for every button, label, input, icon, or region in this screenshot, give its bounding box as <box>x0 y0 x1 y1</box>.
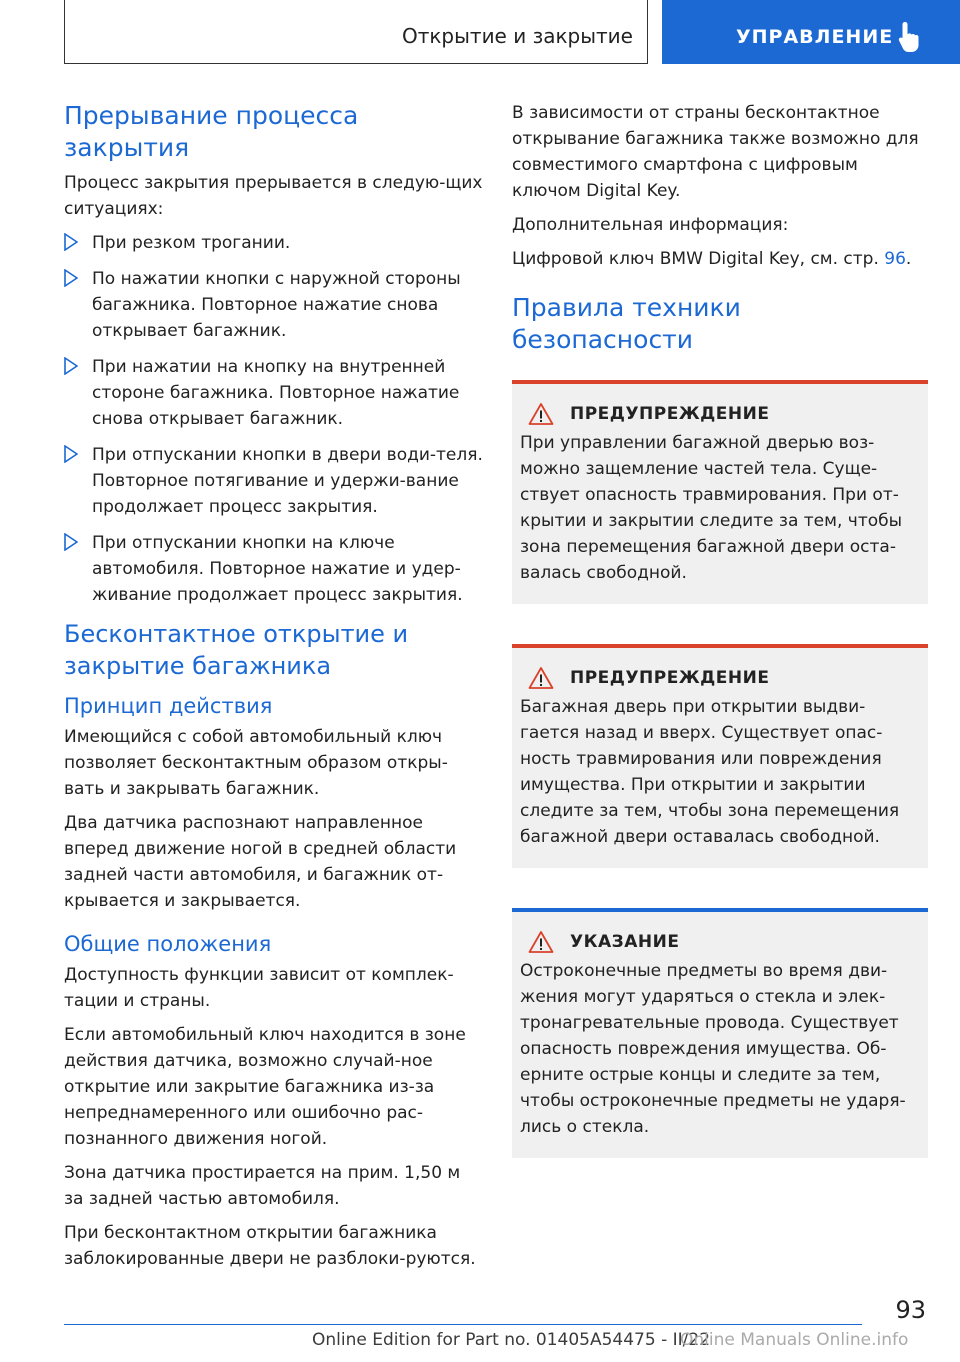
notice-title: УКАЗАНИЕ <box>520 930 918 954</box>
warning-triangle-icon <box>528 666 554 690</box>
triangle-bullet-icon <box>64 445 78 463</box>
footer-divider <box>64 1324 862 1325</box>
cross-reference: Цифровой ключ BMW Digital Key, см. стр. 96. <box>512 249 912 269</box>
footer-watermark: Online Manuals Online.info <box>680 1330 909 1350</box>
footer-edition: Online Edition for Part no. 01405A54475 - II/22 <box>312 1330 711 1350</box>
heading-close-interrupt: Прерывание процесса закрытия <box>64 101 359 162</box>
notice-text: Остроконечные предметы во время дви-жения могут ударяться о стекла и элек-тронагревательные провода. Существует опасность повреждения имущества. Об-ерните острые концы и следите за тем, чтобы остроконечные предметы не ударя-лись о стекла. <box>520 961 906 1137</box>
paragraph: Если автомобильный ключ находится в зоне действия датчика, возможно случай-ное открытие или закрытие багажника из-за непреднамеренного или ошибочно рас-познанного движения ногой. <box>64 1025 466 1149</box>
warning-box <box>512 380 928 604</box>
triangle-bullet-icon <box>64 357 78 375</box>
triangle-bullet-icon <box>64 269 78 287</box>
warning-box <box>512 644 928 868</box>
paragraph: В зависимости от страны бесконтактное открывание багажника также возможно для совместимого смартфона с цифровым ключом Digital Key. <box>512 103 919 201</box>
triangle-bullet-icon <box>64 533 78 551</box>
list-item: При резком трогании. <box>64 230 484 256</box>
heading-general: Общие положения <box>64 932 272 956</box>
notice-box <box>512 908 928 1158</box>
hand-pointer-icon <box>896 20 922 54</box>
right-column <box>512 100 928 1198</box>
left-column <box>64 100 484 1280</box>
chapter-title: УПРАВЛЕНИЕ <box>736 26 894 48</box>
section-title: Открытие и закрытие <box>401 24 633 48</box>
heading-contactless: Бесконтактное открытие и закрытие багажника <box>64 620 409 680</box>
page-number: 93 <box>895 1296 926 1324</box>
notice-triangle-icon <box>528 930 554 954</box>
list-item: При отпускании кнопки в двери води-теля. Повторное потягивание и удержи-вание продолжает процесс закрытия. <box>64 442 484 520</box>
header-chapter-tab[interactable] <box>662 0 960 64</box>
paragraph: Имеющийся с собой автомобильный ключ позволяет бесконтактным образом откры-вать и закрывать багажник. <box>64 727 448 799</box>
interrupt-list <box>64 230 484 608</box>
list-item: При нажатии на кнопку на внутренней стороне багажника. Повторное нажатие снова открывает багажник. <box>64 354 484 432</box>
intro-paragraph: Процесс закрытия прерывается в следую-щих ситуациях: <box>64 173 483 219</box>
header-section-box <box>64 0 648 64</box>
list-item: При отпускании кнопки на ключе автомобиля. Повторное нажатие и удер-живание продолжает процесс закрытия. <box>64 530 484 608</box>
paragraph: При бесконтактном открытии багажника заблокированные двери не разблоки-руются. <box>64 1223 476 1269</box>
paragraph: Дополнительная информация: <box>512 215 789 235</box>
page-link[interactable]: 96 <box>884 249 906 269</box>
paragraph: Зона датчика простирается на прим. 1,50 м за задней частью автомобиля. <box>64 1163 461 1209</box>
list-item: По нажатии кнопки с наружной стороны багажника. Повторное нажатие снова открывает багажник. <box>64 266 484 344</box>
warning-triangle-icon <box>528 402 554 426</box>
warning-title: ПРЕДУПРЕЖДЕНИЕ <box>520 402 918 426</box>
heading-safety: Правила техники безопасности <box>512 293 741 354</box>
paragraph: Доступность функции зависит от комплек-тации и страны. <box>64 965 454 1011</box>
warning-text: При управлении багажной дверью воз-можно защемление частей тела. Суще-ствует опасность травмирования. При от-крытии и закрытии следите за тем, чтобы зона перемещения багажной двери оста-валась свободной. <box>520 433 903 583</box>
warning-title: ПРЕДУПРЕЖДЕНИЕ <box>520 666 918 690</box>
heading-principle: Принцип действия <box>64 694 273 718</box>
warning-text: Багажная дверь при открытии выдви-гается назад и вверх. Существует опас-ность травмирования или повреждения имущества. При открытии и закрытии следите за тем, чтобы зона перемещения багажной двери оставалась свободной. <box>520 697 900 847</box>
paragraph: Два датчика распознают направленное вперед движение ногой в средней области задней части автомобиля, и багажник от-крывается и закрывается. <box>64 813 457 911</box>
triangle-bullet-icon <box>64 233 78 251</box>
